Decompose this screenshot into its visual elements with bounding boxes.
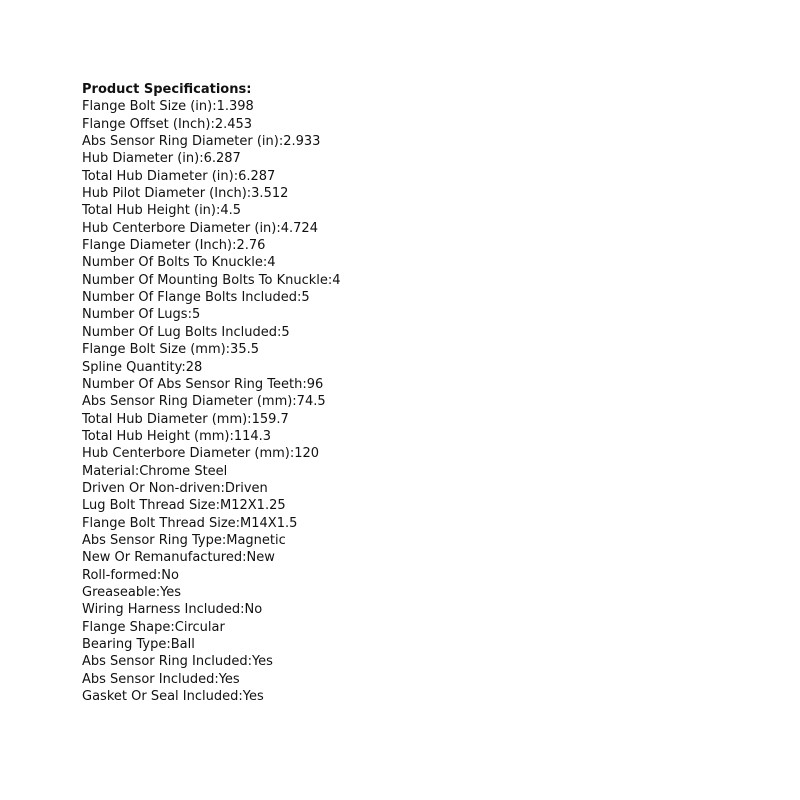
spec-row: Flange Diameter (Inch):2.76 <box>82 238 266 254</box>
spec-row: Total Hub Diameter (in):6.287 <box>82 168 276 184</box>
spec-row: Abs Sensor Ring Included:Yes <box>82 654 273 670</box>
spec-row: Number Of Lug Bolts Included:5 <box>82 324 290 340</box>
spec-row: Driven Or Non-driven:Driven <box>82 480 268 496</box>
spec-row: Number Of Abs Sensor Ring Teeth:96 <box>82 376 324 392</box>
spec-row: Abs Sensor Ring Diameter (in):2.933 <box>82 134 321 150</box>
spec-row: Gasket Or Seal Included:Yes <box>82 689 264 705</box>
spec-row: Number Of Lugs:5 <box>82 307 201 323</box>
spec-row: Flange Bolt Size (mm):35.5 <box>82 342 260 358</box>
spec-row: New Or Remanufactured:New <box>82 550 275 566</box>
spec-row: Total Hub Diameter (mm):159.7 <box>82 411 289 427</box>
spec-row: Hub Diameter (in):6.287 <box>82 151 241 167</box>
spec-row: Hub Centerbore Diameter (in):4.724 <box>82 220 318 236</box>
spec-row: Abs Sensor Ring Diameter (mm):74.5 <box>82 394 326 410</box>
spec-row: Abs Sensor Included:Yes <box>82 671 240 687</box>
spec-row: Greaseable:Yes <box>82 584 182 600</box>
spec-list <box>82 98 341 705</box>
spec-row: Flange Offset (Inch):2.453 <box>82 116 253 132</box>
spec-row: Total Hub Height (mm):114.3 <box>82 428 272 444</box>
spec-row: Material:Chrome Steel <box>82 463 228 479</box>
spec-row: Flange Shape:Circular <box>82 619 225 635</box>
spec-row: Wiring Harness Included:No <box>82 602 263 618</box>
spec-row: Number Of Bolts To Knuckle:4 <box>82 255 276 271</box>
spec-row: Hub Pilot Diameter (Inch):3.512 <box>82 186 289 202</box>
spec-row: Spline Quantity:28 <box>82 359 203 375</box>
spec-row: Flange Bolt Thread Size:M14X1.5 <box>82 515 298 531</box>
spec-row: Lug Bolt Thread Size:M12X1.25 <box>82 498 286 514</box>
spec-row: Hub Centerbore Diameter (mm):120 <box>82 446 320 462</box>
product-specifications <box>82 81 341 705</box>
spec-row: Number Of Mounting Bolts To Knuckle:4 <box>82 272 341 288</box>
spec-row: Total Hub Height (in):4.5 <box>82 203 242 219</box>
specs-heading: Product Specifications: <box>82 82 252 97</box>
spec-row: Number Of Flange Bolts Included:5 <box>82 290 310 306</box>
spec-row: Flange Bolt Size (in):1.398 <box>82 99 254 115</box>
spec-row: Bearing Type:Ball <box>82 637 195 652</box>
spec-row: Abs Sensor Ring Type:Magnetic <box>82 532 286 548</box>
spec-row: Roll-formed:No <box>82 567 179 583</box>
